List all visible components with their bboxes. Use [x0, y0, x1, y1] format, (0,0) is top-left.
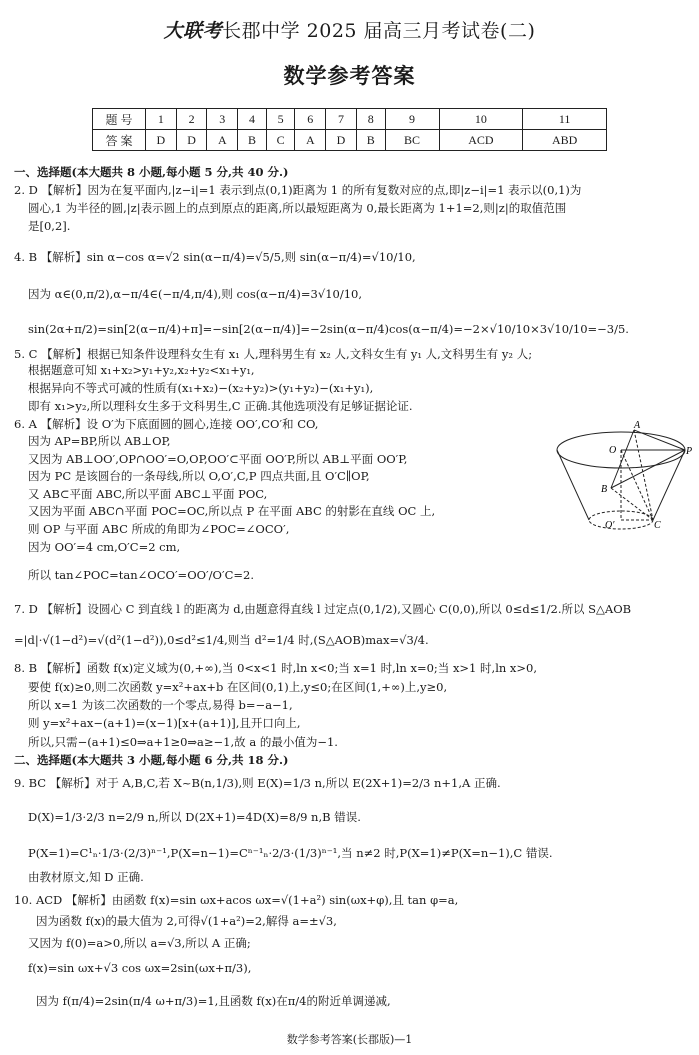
answer-cell: C [266, 130, 295, 151]
solution-line: 又 AB⊂平面 ABC,所以平面 ABC⊥平面 POC, [28, 487, 268, 501]
solution-line: sin(2α+π/2)=sin[2(α−π/4)+π]=−sin[2(α−π/4)]=−2sin(α−π/4)cos(α−π/4)=−2×√10/10×3√10/10=−3/5. [28, 322, 629, 336]
solution-line: 即有 x₁>y₂,所以理科女生多于文科男生,C 正确.其他选项没有足够证据论证. [28, 399, 413, 413]
label-B: B [601, 484, 608, 495]
answer-cell: D [326, 130, 357, 151]
answer-cell: A [207, 130, 238, 151]
segment-BP [611, 450, 685, 488]
answer-cell: A [295, 130, 326, 151]
frustum-side-left [557, 450, 589, 520]
solution-line: 4. B 【解析】sin α−cos α=√2 sin(α−π/4)=√5/5,则 sin(α−π/4)=√10/10, [14, 250, 416, 264]
brand-logo-text: 大联考 [163, 20, 223, 42]
label-O: O [609, 445, 617, 456]
number-cell: 10 [439, 109, 523, 130]
solution-line: 是[0,2]. [28, 219, 71, 233]
segment-BC [611, 488, 653, 520]
solution-line: 又因为 AB⊥OO′,OP∩OO′=O,OP,OO′⊂平面 OO′P,所以 AB⊥平面 OO′P, [28, 452, 408, 466]
solution-line: =|d|·√(1−d²)=√(d²(1−d²)),0≤d²≤1/4,则当 d²=1/4 时,(S△AOB)max=√3/4. [14, 633, 429, 647]
solution-line: 根据异向不等式可减的性质有(x₁+x₂)−(x₂+y₂)>(y₁+y₂)−(x₁+y₁), [28, 381, 374, 395]
frustum-side-right [653, 450, 685, 520]
number-cell: 3 [207, 109, 238, 130]
solution-line: 8. B 【解析】函数 f(x)定义域为(0,+∞),当 0<x<1 时,ln x<0;当 x=1 时,ln x=0;当 x>1 时,ln x>0, [14, 661, 538, 675]
label-P: P [686, 446, 693, 457]
solution-line: 所以,只需−(a+1)≤0⇒a+1≥0⇒a≥−1,故 a 的最小值为−1. [28, 735, 338, 749]
solution-line: 则 OP 与平面 ABC 所成的角即为∠POC=∠OCO′, [28, 522, 290, 536]
solution-line: 要使 f(x)≥0,则二次函数 y=x²+ax+b 在区间(0,1)上,y≤0;在区间(1,+∞)上,y≥0, [28, 680, 448, 694]
solution-line: 2. D 【解析】因为在复平面内,|z−i|=1 表示到点(0,1)距离为 1 的所有复数对应的点,即|z−i|=1 表示以(0,1)为 [14, 183, 582, 197]
label-C: C [654, 520, 661, 531]
row-label-number: 题 号 [93, 109, 146, 130]
answer-cell: B [356, 130, 385, 151]
answer-table-row-answers [93, 130, 607, 151]
row-label-answer: 答 案 [93, 130, 146, 151]
answer-cell: D [146, 130, 177, 151]
number-cell: 1 [146, 109, 177, 130]
segment-AB [611, 430, 634, 488]
segment-OC [621, 450, 653, 520]
section-heading-1: 一、选择题(本大题共 8 小题,每小题 5 分,共 40 分.) [14, 165, 289, 179]
page-title [0, 16, 699, 43]
number-cell: 7 [326, 109, 357, 130]
solution-line: 因为函数 f(x)的最大值为 2,可得√(1+a²)=2,解得 a=±√3, [36, 914, 337, 928]
page-subtitle: 数学参考答案 [283, 63, 416, 88]
solution-line: 9. BC 【解析】对于 A,B,C,若 X~B(n,1/3),则 E(X)=1/3 n,所以 E(2X+1)=2/3 n+1,A 正确. [14, 776, 501, 790]
number-cell: 8 [356, 109, 385, 130]
answer-table [92, 108, 607, 151]
solution-line: 因为 α∈(0,π/2),α−π/4∈(−π/4,π/4),则 cos(α−π/4)=3√10/10, [28, 287, 362, 301]
number-cell: 11 [523, 109, 607, 130]
exam-title: 长郡中学 2025 届高三月考试卷(二) [222, 20, 536, 42]
segment-AP [634, 430, 685, 450]
label-O-prime: O′ [605, 520, 615, 531]
number-cell: 6 [295, 109, 326, 130]
answer-table-row-numbers [93, 109, 607, 130]
solution-line: D(X)=1/3·2/3 n=2/9 n,所以 D(2X+1)=4D(X)=8/9 n,B 错误. [28, 810, 361, 824]
solution-line: 所以 tan∠POC=tan∠OCO′=OO′/O′C=2. [28, 568, 254, 582]
solution-line: 6. A 【解析】设 O′为下底面圆的圆心,连接 OO′,CO′和 CO, [14, 417, 319, 431]
section-heading-2: 二、选择题(本大题共 3 小题,每小题 6 分,共 18 分.) [14, 753, 289, 767]
number-cell: 5 [266, 109, 295, 130]
solution-line: 根据题意可知 x₁+x₂>y₁+y₂,x₂+y₂<x₁+y₁, [28, 363, 255, 377]
answer-cell: D [176, 130, 207, 151]
solution-line: 圆心,1 为半径的圆,|z|表示圆上的点到原点的距离,所以最短距离为 0,最长距离为 1+1=2,则|z|的取值范围 [28, 201, 567, 215]
solution-line: 因为 OO′=4 cm,O′C=2 cm, [28, 540, 181, 554]
number-cell: 2 [176, 109, 207, 130]
solution-line: 7. D 【解析】设圆心 C 到直线 l 的距离为 d,由题意得直线 l 过定点(0,1/2),又圆心 C(0,0),所以 0≤d≤1/2.所以 S△AOB [14, 602, 632, 616]
number-cell: 4 [238, 109, 267, 130]
solution-line: 由教材原文,知 D 正确. [28, 870, 144, 884]
solution-line: 10. ACD 【解析】由函数 f(x)=sin ωx+acos ωx=√(1+a²) sin(ωx+φ),且 tan φ=a, [14, 893, 459, 907]
solution-line: 所以 x=1 为该二次函数的一个零点,易得 b=−a−1, [28, 698, 293, 712]
solution-line: 因为 f(π/4)=2sin(π/4 ω+π/3)=1,且函数 f(x)在π/4的附近单调递减, [36, 994, 391, 1008]
number-cell: 9 [385, 109, 439, 130]
answer-cell: B [238, 130, 267, 151]
solution-line: 5. C 【解析】根据已知条件设理科女生有 x₁ 人,理科男生有 x₂ 人,文科女生有 y₁ 人,文科男生有 y₂ 人; [14, 347, 533, 361]
solution-line: P(X=1)=C¹ₙ·1/3·(2/3)ⁿ⁻¹,P(X=n−1)=Cⁿ⁻¹ₙ·2/3·(1/3)ⁿ⁻¹,当 n≠2 时,P(X=1)≠P(X=n−1),C 错误. [28, 846, 553, 860]
answer-cell: ABD [523, 130, 607, 151]
solution-line: 又因为平面 ABC∩平面 POC=OC,所以点 P 在平面 ABC 的射影在直线 OC 上, [28, 504, 436, 518]
answer-cell: BC [385, 130, 439, 151]
solution-line: f(x)=sin ωx+√3 cos ωx=2sin(ωx+π/3), [28, 961, 252, 975]
answer-cell: ACD [439, 130, 523, 151]
label-A: A [634, 420, 641, 431]
frustum-figure [553, 420, 693, 538]
solution-line: 则 y=x²+ax−(a+1)=(x−1)[x+(a+1)],且开口向上, [28, 716, 301, 730]
page-footer: 数学参考答案(长郡版)—1 [286, 1033, 413, 1046]
solution-line: 因为 PC 是该圆台的一条母线,所以 O,O′,C,P 四点共面,且 O′C∥OP, [28, 469, 370, 483]
solution-line: 因为 AP=BP,所以 AB⊥OP, [28, 434, 171, 448]
solution-line: 又因为 f(0)=a>0,所以 a=√3,所以 A 正确; [28, 936, 251, 950]
